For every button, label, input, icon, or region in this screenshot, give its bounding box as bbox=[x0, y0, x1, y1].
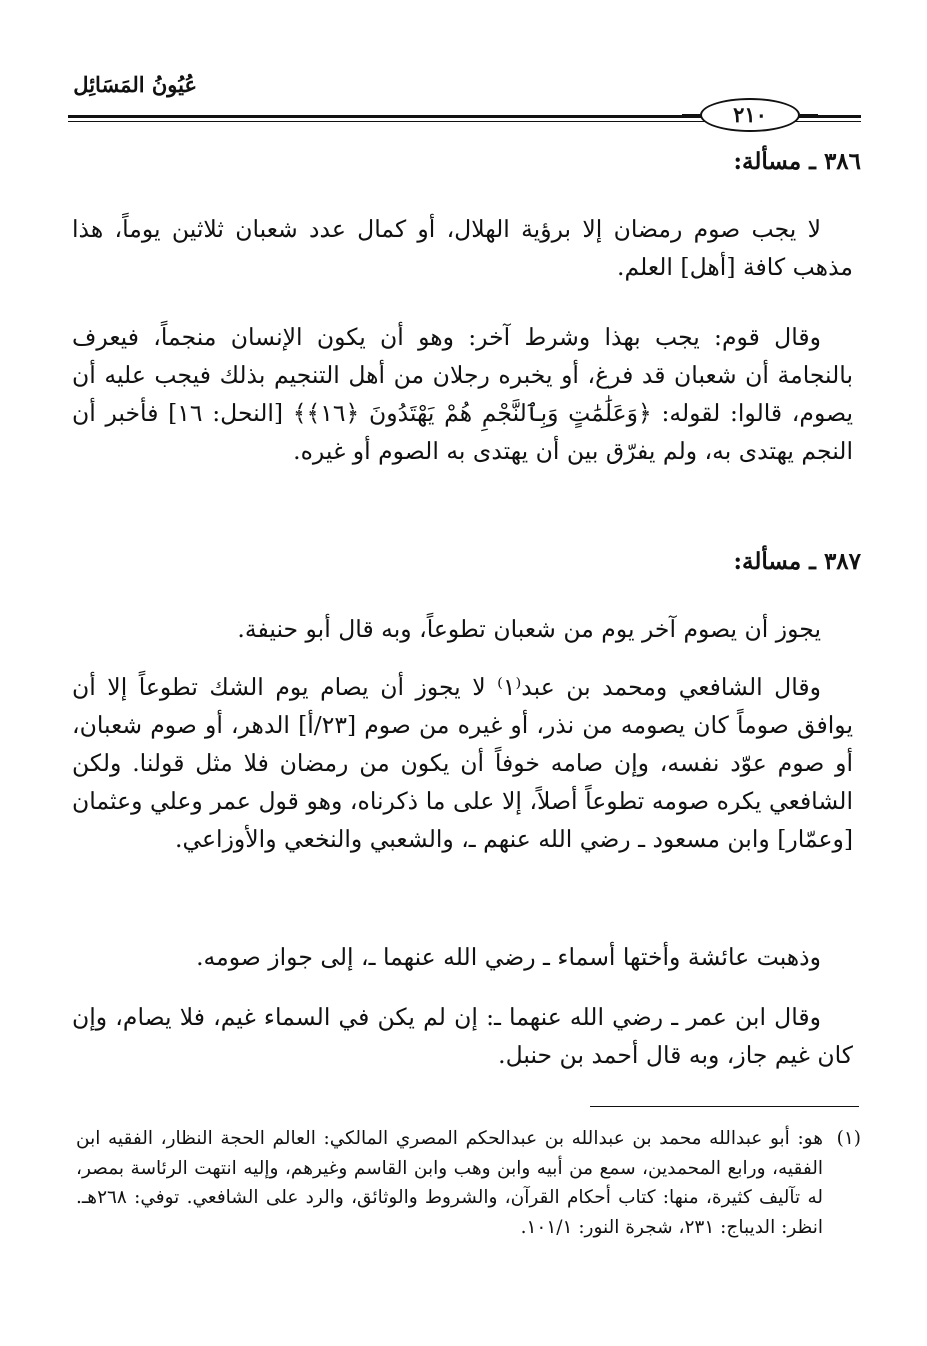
running-header-title: عُيُونُ المَسَائِل bbox=[73, 72, 197, 97]
paragraph-text: وذهبت عائشة وأختها أسماء ـ رضي الله عنهما ـ، إلى جواز صومه. bbox=[196, 943, 821, 971]
paragraph-text: وقال ابن عمر ـ رضي الله عنهما ـ: إن لم يكن في السماء غيم، فلا يصام، وإن كان غيم جاز، وبه قال أحمد بن حنبل. bbox=[72, 1003, 853, 1069]
section-heading-387: ٣٨٧ ـ مسألة: bbox=[733, 548, 861, 575]
paragraph-text: لا يجب صوم رمضان إلا برؤية الهلال، أو كمال عدد شعبان ثلاثين يوماً، هذا مذهب كافة [أهل] العلم. bbox=[72, 215, 853, 281]
paragraph-387-4 bbox=[72, 998, 853, 1074]
paragraph-text: وقال قوم: يجب بهذا وشرط آخر: وهو أن يكون الإنسان منجماً، فيعرف بالنجامة أن شعبان قد فرغ، أو يخبره رجلان من أهل التنجيم بذلك فيجب عليه أن يصوم، قالوا: لقوله: ﴿وَعَلَٰمَٰتٍ وَبِٱلنَّجْمِ هُمْ يَهْتَدُونَ ﴿١٦﴾﴾ [النحل: ١٦] فأخبر أن النجم يهتدى به، ولم يفرّق بين أن يهتدى به الصوم أو غيره. bbox=[72, 323, 853, 465]
paragraph-text: يجوز أن يصوم آخر يوم من شعبان تطوعاً، وبه قال أبو حنيفة. bbox=[237, 615, 821, 643]
paragraph-text: وقال الشافعي ومحمد بن عبد⁽١⁾ لا يجوز أن يصام يوم الشك تطوعاً إلا أن يوافق صوماً كان يصومه من نذر، أو غيره من صوم [٢٣/أ] الدهر، أو صوم شعبان، أو صوم عوّد نفسه، وإن صامه خوفاً أن يكون من رمضان فلا مثل قولنا. ولكن الشافعي يكره صومه تطوعاً أصلاً، إلا على ما ذكرناه، وهو قول عمر وعلي وعثمان [وعمّار] وابن مسعود ـ رضي الله عنهم ـ، والشعبي والنخعي والأوزاعي. bbox=[72, 673, 853, 853]
footnote-separator bbox=[590, 1106, 859, 1107]
paragraph-387-1 bbox=[72, 610, 853, 648]
footnote bbox=[76, 1124, 861, 1242]
page-number-badge: ٢١٠ bbox=[700, 98, 800, 132]
paragraph-387-2 bbox=[72, 668, 853, 858]
footnote-text: هو: أبو عبدالله محمد بن عبدالله بن عبدالحكم المصري المالكي: العالم الحجة النظار، الفقيه ابن الفقيه، ورابع المحمدين، سمع من أبيه وابن وهب وابن القاسم وغيرهم، وإليه انتهت الرئاسة بمصر، له تآليف كثيرة، منها: كتاب أحكام القرآن، والشروط والوثائق، والرد على الشافعي. توفي: ٢٦٨هـ. انظر: الديباج: ٢٣١، شجرة النور: ١٠١/١. bbox=[76, 1128, 823, 1238]
paragraph-386-1 bbox=[72, 210, 853, 286]
section-heading-386: ٣٨٦ ـ مسألة: bbox=[733, 148, 861, 175]
footnote-marker: (١) bbox=[836, 1128, 861, 1149]
paragraph-387-3 bbox=[72, 938, 853, 976]
paragraph-386-2 bbox=[72, 318, 853, 470]
